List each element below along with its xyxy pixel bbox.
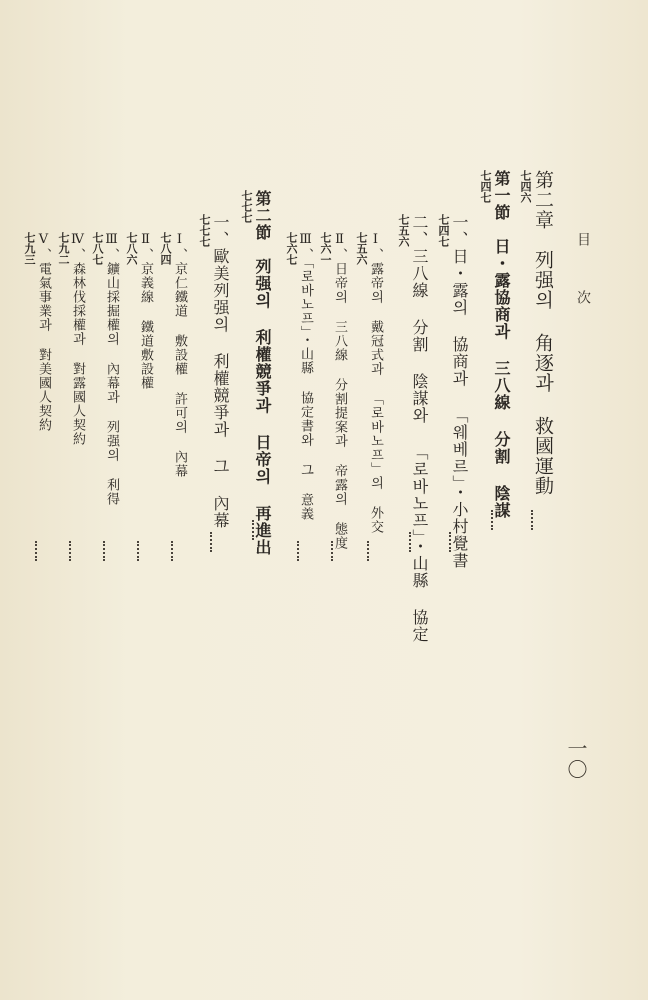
- toc-entry-item[interactable]: [160, 232, 186, 870]
- entry-title: Ⅱ、日帝의 三八線 分割提案과 帝露의 態度: [332, 232, 347, 550]
- entry-page: 七八七: [91, 232, 104, 265]
- entry-title: 一、歐美列强의 利權競爭과 그 內幕: [211, 214, 230, 529]
- toc-entry-chapter[interactable]: [520, 170, 552, 870]
- entry-page: 七九二: [57, 232, 70, 265]
- leader-dots: [103, 541, 105, 561]
- leader-dots: [210, 532, 212, 552]
- leader-dots: [252, 520, 254, 540]
- entry-page: 七五六: [397, 214, 410, 247]
- leader-dots: [35, 541, 37, 561]
- running-head: 目 次: [575, 232, 591, 318]
- leader-dots: [531, 510, 533, 530]
- entry-page: 七九三: [23, 232, 36, 265]
- entry-page: 七四六: [519, 170, 532, 203]
- entry-title: Ⅴ、電氣事業과 對美國人契約: [36, 232, 51, 432]
- toc-entry-item[interactable]: [92, 232, 118, 870]
- toc-entry-subsection[interactable]: [438, 214, 467, 870]
- entry-page: 七八六: [125, 232, 138, 265]
- entry-title: 一、日・露의 協商과 「웨베르」・小村覺書: [450, 214, 469, 569]
- entry-title: 第二節 列强의 利權競爭과 日帝의 再進出: [253, 190, 272, 556]
- leader-dots: [297, 541, 299, 561]
- entry-title: 第一節 日・露協商과 三八線 分割 陰謀: [492, 170, 511, 519]
- toc-entry-subsection[interactable]: [199, 214, 228, 870]
- leader-dots: [69, 541, 71, 561]
- leader-dots: [409, 532, 411, 552]
- entry-title: 二、三八線 分割 陰謀와 「로바노프」・山縣 協定: [410, 214, 429, 643]
- entry-title: Ⅰ、京仁鐵道 敷設權 許可의 內幕: [172, 232, 187, 478]
- entry-page: 七六一: [319, 232, 332, 265]
- page-number: 一〇: [564, 738, 588, 780]
- entry-title: 第二章 列强의 角逐과 救國運動: [532, 170, 554, 496]
- leader-dots: [367, 541, 369, 561]
- entry-page: 七七七: [198, 214, 211, 247]
- toc-entry-item[interactable]: [320, 232, 346, 870]
- leader-dots: [331, 541, 333, 561]
- entry-page: 七八四: [159, 232, 172, 265]
- entry-title: Ⅲ、「로바노프」・山縣 協定書와 그 意義: [298, 232, 313, 521]
- toc-entry-item[interactable]: [356, 232, 382, 870]
- toc-entry-item[interactable]: [24, 232, 50, 870]
- leader-dots: [137, 541, 139, 561]
- toc-entry-item[interactable]: [286, 232, 312, 870]
- entry-page: 七五六: [355, 232, 368, 265]
- entry-page: 七六七: [285, 232, 298, 265]
- leader-dots: [171, 541, 173, 561]
- toc-entry-item[interactable]: [58, 232, 84, 870]
- toc-entry-section[interactable]: [480, 170, 509, 870]
- entry-page: 七四七: [437, 214, 450, 247]
- entry-title: Ⅱ、京義線 鐵道敷設權: [138, 232, 153, 390]
- entry-page: 七七七: [240, 190, 253, 223]
- entry-title: Ⅳ、森林伐採權과 對露國人契約: [70, 232, 85, 446]
- toc-entry-item[interactable]: [126, 232, 152, 870]
- entry-title: Ⅲ、鑛山採掘權의 內幕과 列强의 利得: [104, 232, 119, 506]
- toc-entry-subsection[interactable]: [398, 214, 427, 870]
- leader-dots: [449, 532, 451, 552]
- toc-entry-section[interactable]: [241, 190, 270, 870]
- entry-title: Ⅰ、露帝의 戴冠式과 「로바노프」의 外交: [368, 232, 383, 534]
- entry-page: 七四七: [479, 170, 492, 203]
- leader-dots: [491, 510, 493, 530]
